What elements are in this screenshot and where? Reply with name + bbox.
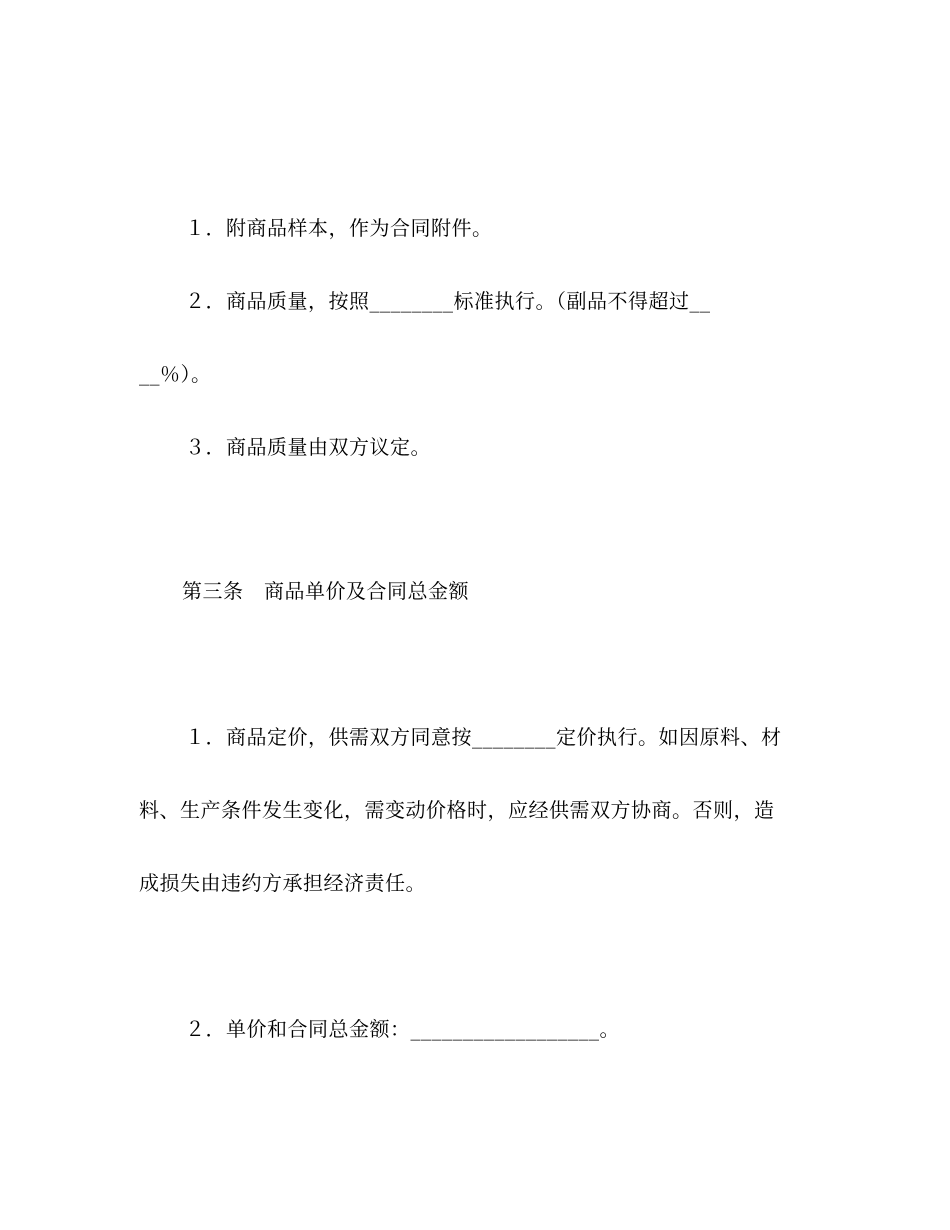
quality-item-3: ３．商品质量由双方议定。 [185,435,431,459]
price-item-1-line-2: 料、生产条件发生变化，需变动价格时，应经供需双方协商。否则，造 [139,798,775,822]
price-item-2: ２．单价和合同总金额：__________________。 [185,1017,620,1041]
quality-item-2: ２．商品质量，按照________标准执行。（副品不得超过__ [185,289,711,313]
price-item-1: １．商品定价，供需双方同意按________定价执行。如因原料、材 [185,725,782,749]
quality-item-2-continued: __％）。 [139,362,212,386]
quality-item-1: １．附商品样本，作为合同附件。 [185,216,493,240]
price-item-1-line-3: 成损失由违约方承担经济责任。 [139,871,426,895]
article-3-heading: 第三条 商品单价及合同总金额 [182,579,469,603]
